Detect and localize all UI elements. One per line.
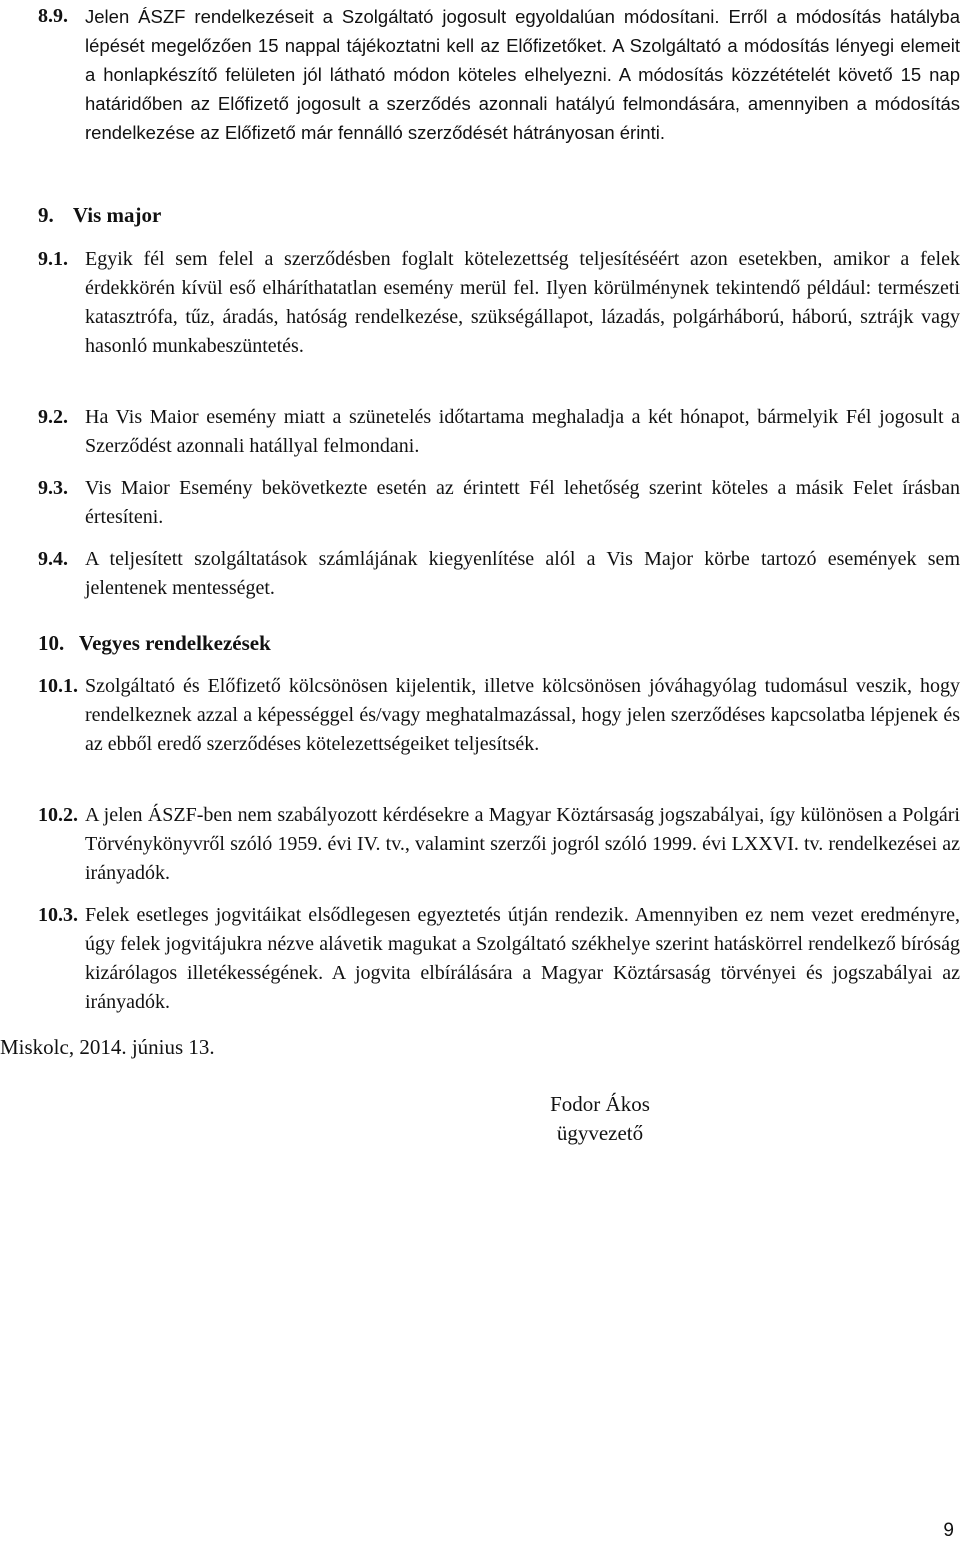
- section-number: 9.: [38, 203, 54, 227]
- section-title: Vis major: [72, 203, 162, 227]
- clause-9-2: [38, 403, 960, 461]
- clause-number: 10.1.: [38, 675, 78, 697]
- clause-text: Vis Maior Esemény bekövetkezte esetén az érintett Fél lehetőség szerint köteles a másik Felet írásban értesíteni.: [85, 477, 960, 528]
- clause-text: Jelen ÁSZF rendelkezéseit a Szolgáltató jogosult egyoldalúan módosítani. Erről a módosítás hatályba lépését megelőzően 15 nappal tájékoztatni kell az Előfizetőket. A Szolgáltató a módosítás lényegi elemeit a honlapkészítő felületen jól látható módon köteles elhelyezni. A módosítás közzétételét követő 15 nap határidőben az Előfizető jogosult a szerződés azonnali hatályú felmondására, amennyiben a módosítás rendelkezése az Előfizető már fennálló szerződését hátrányosan érinti.: [85, 6, 960, 143]
- clause-8-9: [38, 2, 960, 147]
- clause-10-2: [38, 801, 960, 888]
- clause-number: 10.2.: [38, 804, 78, 826]
- clause-9-1: [38, 245, 960, 361]
- clause-text: Felek esetleges jogvitáikat elsődlegesen egyeztetés útján rendezik. Amennyiben ez nem vezet eredményre, úgy felek jogvitájukra nézve alávetik magukat a Szolgáltató székhelye szerint hatáskörrel rendelkező bíróság kizárólagos illetékességének. A jogvita elbírálására a Magyar Köztársaság törvényei és jogszabályai az irányadók.: [85, 904, 960, 1013]
- clause-10-3: [38, 901, 960, 1017]
- clause-number: 9.1.: [38, 248, 68, 270]
- section-title: Vegyes rendelkezések: [78, 631, 271, 655]
- clause-9-3: [38, 474, 960, 532]
- clause-text: Szolgáltató és Előfizető kölcsönösen kijelentik, illetve kölcsönösen jóváhagyólag tudomásul veszik, hogy rendelkeznek azzal a képességgel és/vagy meghatalmazással, hogy jelen szerződéses kapcsolatba lépjenek és az ebből eredő szerződéses kötelezettségeiket teljesítsék.: [85, 675, 960, 755]
- section-number: 10.: [38, 631, 65, 655]
- section-heading-10: [38, 629, 271, 658]
- clause-number: 8.9.: [38, 5, 68, 27]
- clause-text: Egyik fél sem felel a szerződésben foglalt kötelezettség teljesítéséért azon esetekben, amikor a felek érdekkörén kívül eső elháríthatatlan esemény merül fel. Ilyen körülménynek tekintendő például: természeti katasztrófa, tűz, áradás, hatóság rendelkezése, szükségállapot, lázadás, polgárháború, háború, sztrájk vagy hasonló munkabeszüntetés.: [85, 248, 960, 357]
- clause-number: 10.3.: [38, 904, 78, 926]
- clause-number: 9.4.: [38, 548, 68, 570]
- page-number: 9: [943, 1520, 954, 1541]
- signatory-name: Fodor Ákos: [550, 1092, 650, 1116]
- clause-text: A teljesített szolgáltatások számlájának kiegyenlítése alól a Vis Major körbe tartozó események sem jelentenek mentességet.: [85, 548, 960, 599]
- signature-block: [520, 1090, 680, 1148]
- section-heading-9: [38, 201, 161, 230]
- clause-text: A jelen ÁSZF-ben nem szabályozott kérdésekre a Magyar Köztársaság jogszabályai, így különösen a Polgári Törvénykönyvről szóló 1959. évi IV. tv., valamint szerzői jogról szóló 1999. évi LXXVI. tv. rendelkezései az irányadók.: [85, 804, 960, 884]
- clause-9-4: [38, 545, 960, 603]
- clause-number: 9.2.: [38, 406, 68, 428]
- place-and-date: Miskolc, 2014. június 13.: [0, 1035, 215, 1059]
- clause-text: Ha Vis Maior esemény miatt a szünetelés időtartama meghaladja a két hónapot, bármelyik Fél jogosult a Szerződést azonnali hatállyal felmondani.: [85, 406, 960, 457]
- clause-10-1: [38, 672, 960, 759]
- clause-number: 9.3.: [38, 477, 68, 499]
- signatory-role: ügyvezető: [556, 1121, 644, 1145]
